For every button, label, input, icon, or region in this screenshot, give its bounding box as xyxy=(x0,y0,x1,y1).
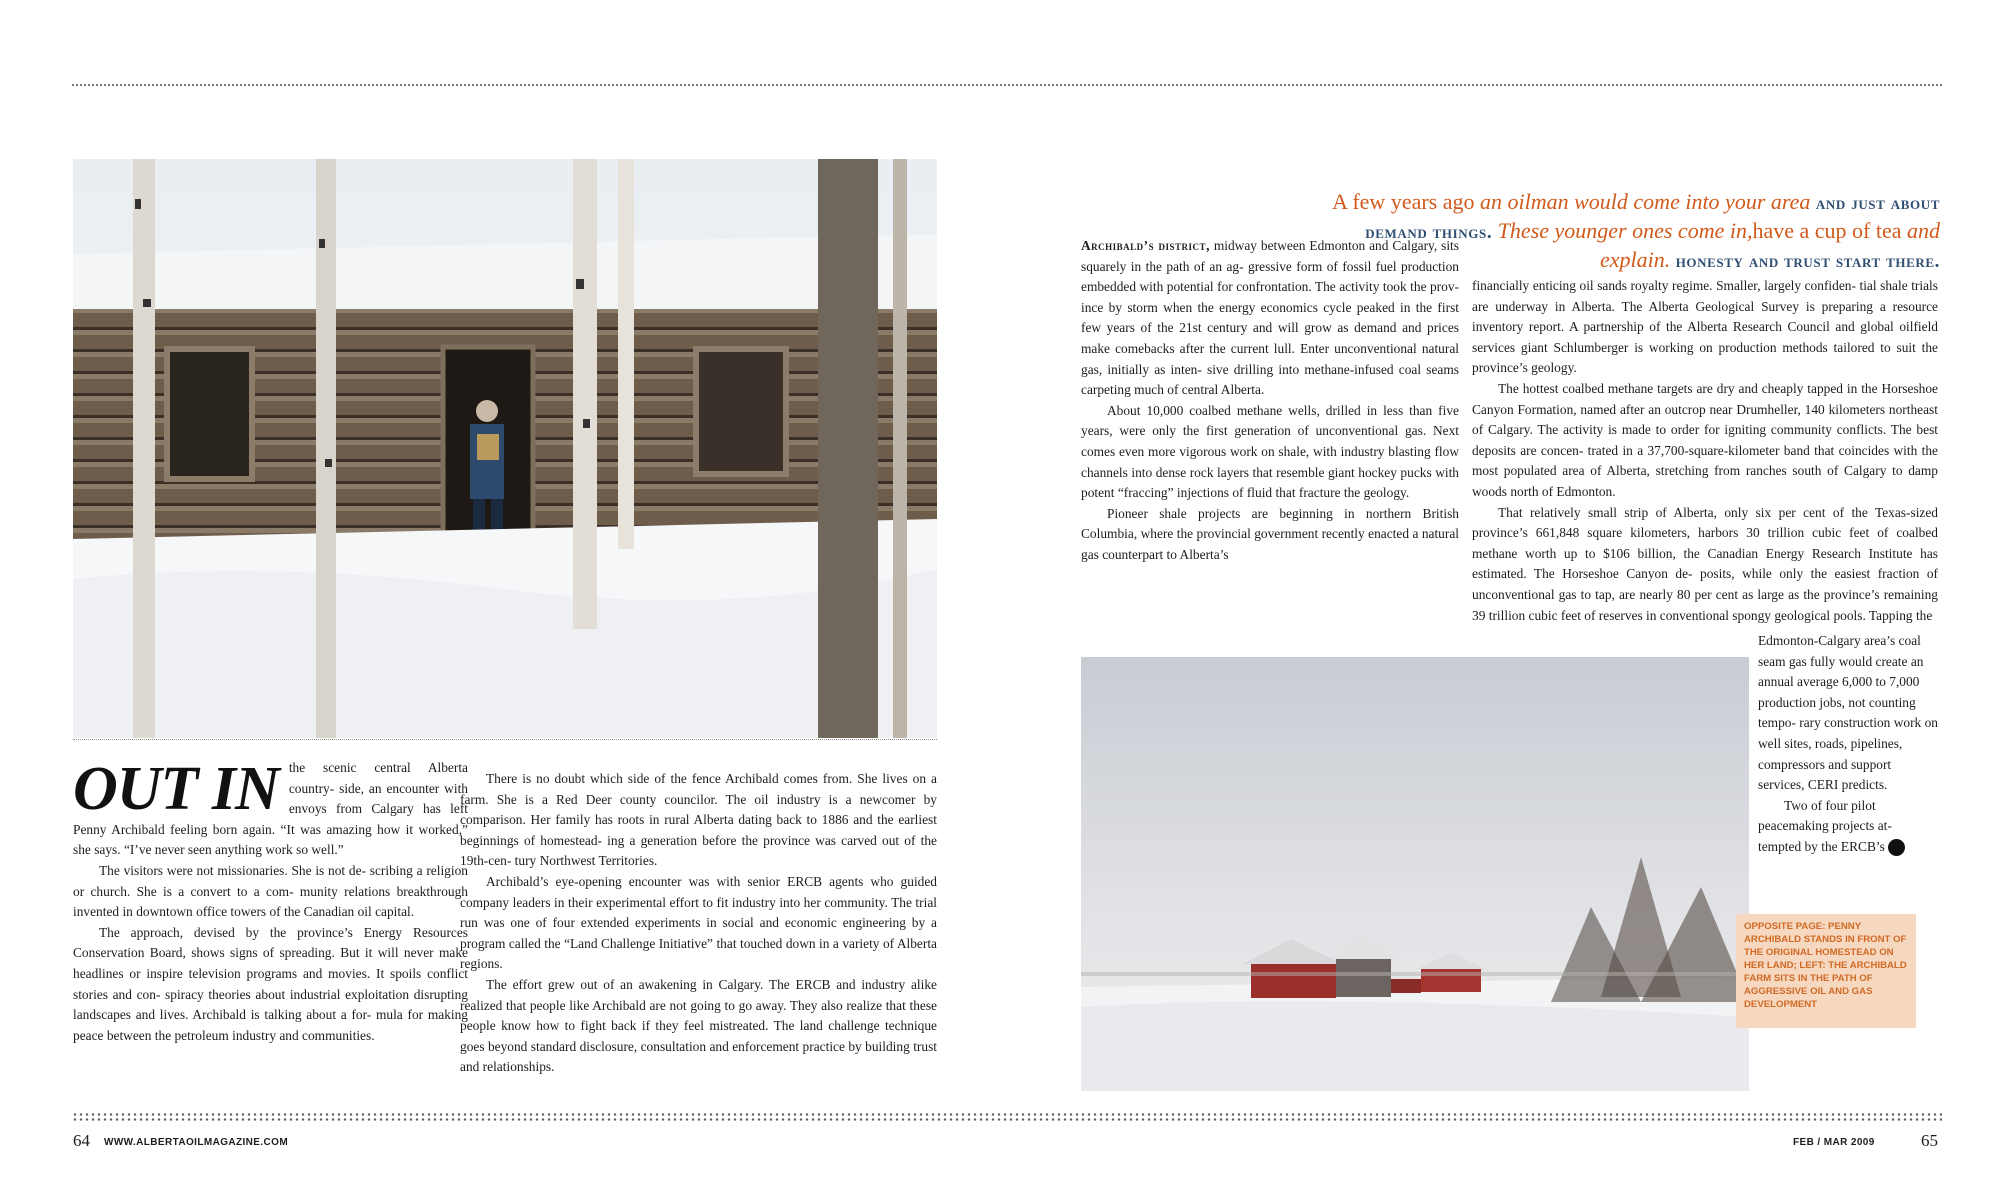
article-column-1 xyxy=(73,755,468,1046)
paragraph: That relatively small strip of Alberta, only six per cent of the Texas-sized province’s 661,848 square kilometers, harbors 30 trillion cubic feet of coalbed methane worth up to $106 billion, the Canadian Energy Research Institute has estimated. The Horseshoe Canyon de- posits, while only the easiest fraction of unconventional gas to tap, are nearly 80 per cent as large as the province’s remaining 39 trillion cubic feet of reserves in conventional spongy geological pools. Tapping the xyxy=(1472,504,1938,623)
pull-quote-text: These younger ones come in, xyxy=(1497,218,1753,243)
section-lead-in: Archibald’s district, xyxy=(1081,238,1210,253)
paragraph: Archibald’s eye-opening encounter was with senior ERCB agents who guided company leaders in their experimental effort to fit industry into her community. The trial run was one of four extended experiments in social and economic engineering by a program called the “Land Challenge Initiative” that touched down in a variety of Alberta regions. xyxy=(460,873,937,972)
paragraph: There is no doubt which side of the fence Archibald comes from. She lives on a farm. She is a Red Deer county councilor. The oil industry is a newcomer by comparison. Her family has roots in rural Alberta dating back to 1886 and the earliest beginnings of homestead- ing a generation before the province was carved out of the 19th-cen- tury Northwest Territories. xyxy=(460,771,937,869)
photo-caption: OPPOSITE PAGE: PENNY ARCHIBALD STANDS IN FRONT OF THE ORIGINAL HOMESTEAD ON HER LAND; LEFT: THE ARCHIBALD FARM SITS IN THE PATH OF AGGRESSIVE OIL AND GAS DEVELOPMENT xyxy=(1736,914,1916,1028)
paragraph: The hottest coalbed methane targets are dry and cheaply tapped in the Horseshoe Canyon Formation, named after an outcrop near Drumheller, 140 kilometers northeast of Calgary. The activity is made to order for igniting community conflicts. The best deposits are concen- trated in a 37,700-square-kilometer band that coincides with the most populated area of Alberta, stretching from ranches south of Calgary to damp woods north of Edmonton. xyxy=(1472,380,1938,499)
pull-quote-text: an oilman would come into your area xyxy=(1480,189,1811,214)
farm-landscape-photo xyxy=(1081,657,1749,1091)
photo-divider xyxy=(73,739,937,740)
article-column-2 xyxy=(460,769,937,1078)
top-dotted-rule xyxy=(72,84,1942,86)
continue-arrow-icon: » xyxy=(1888,839,1905,856)
paragraph: midway between Edmonton and Calgary, sits squarely in the path of an ag- gressive form of fossil fuel production embedded with potential for confrontation. The activity took the prov- ince by storm when the energy economics cycle peaked in the first few years of the 21st century and will grow as demand and prices make comebacks after the current lull. Enter unconventional natural gas, initially as inten- sive drilling into methane-infused coal seams carpeting much of central Alberta. xyxy=(1081,238,1459,398)
cabin-homestead-photo xyxy=(73,159,937,738)
article-column-4-continued xyxy=(1758,631,1938,858)
article-column-4 xyxy=(1472,276,1938,626)
pull-quote-text: and just about demand things. xyxy=(1365,193,1940,243)
pull-quote-text: have a cup of tea xyxy=(1752,218,1902,243)
paragraph: Two of four pilot peacemaking projects at- tempted by the ERCB’s xyxy=(1758,797,1892,854)
paragraph: The effort grew out of an awakening in Calgary. The ERCB and industry alike realized that people like Archibald are not going to go away. They also realize that these people know how to fight back if they feel mistreated. The land challenge technique goes beyond standard disclosure, consultation and enforcement practice by building trust and relationships. xyxy=(460,976,937,1075)
page-number-left: 64 xyxy=(73,1131,90,1150)
paragraph: financially enticing oil sands royalty regime. Smaller, largely confiden- tial shale trials are underway in Alberta. The Alberta Geological Survey is preparing a resource inventory report. A partnership of the Alberta Research Council and global oilfield services giant Schlumberger is working on production methods tailored to suit the province’s geology. xyxy=(1472,278,1938,376)
pull-quote-text: and explain. xyxy=(1599,218,1940,272)
drop-cap-heading: OUT IN xyxy=(73,755,279,823)
paragraph: Edmonton-Calgary area’s coal seam gas fully would create an annual average 6,000 to 7,000 production jobs, not counting tempo- rary construction work on well sites, roads, pipelines, compressors and support services, CERI predicts. xyxy=(1758,633,1938,793)
article-column-3 xyxy=(1081,236,1459,566)
issue-date: FEB / MAR 2009 xyxy=(1793,1137,1875,1148)
pull-quote-text: A few years ago xyxy=(1332,189,1475,214)
pull-quote-text: honesty and trust start there. xyxy=(1675,251,1940,272)
page-number-right: 65 xyxy=(1921,1131,1938,1150)
paragraph: The approach, devised by the province’s Energy Resources Conservation Board, shows signs of spreading. But it will never make headlines or inspire television programs and movies. It spoils conflict stories and con- spiracy theories about industrial exploitation disrupting landscapes and lives. Archibald is talking about a for- mula for making peace between the petroleum industry and communities. xyxy=(73,924,468,1043)
paragraph: The visitors were not missionaries. She is not de- scribing a religion or church. She is a convert to a com- munity relations breakthrough invented in downtown office towers of the Canadian oil capital. xyxy=(73,862,468,920)
bottom-dotted-rule xyxy=(72,1112,1942,1122)
paragraph: Pioneer shale projects are beginning in northern British Columbia, where the provincial government recently enacted a natural gas counterpart to Alberta’s xyxy=(1081,505,1459,562)
magazine-url[interactable]: WWW.ALBERTAOILMAGAZINE.COM xyxy=(104,1137,289,1148)
paragraph: About 10,000 coalbed methane wells, drilled in less than five years, were only the first generation of unconventional gas. Next comes even more vigorous work on shale, with industry blasting flow channels into dense rock layers that resemble giant hockey pucks with potent “fraccing” injections of fluid that fracture the geology. xyxy=(1081,402,1459,501)
intro-paragraph: the scenic central Alberta country- side, an encounter with envoys from Calgary has left Penny Archibald feeling born again. “It was amazing how it worked,” she says. “I’ve never seen anything work so well.” xyxy=(73,760,468,858)
